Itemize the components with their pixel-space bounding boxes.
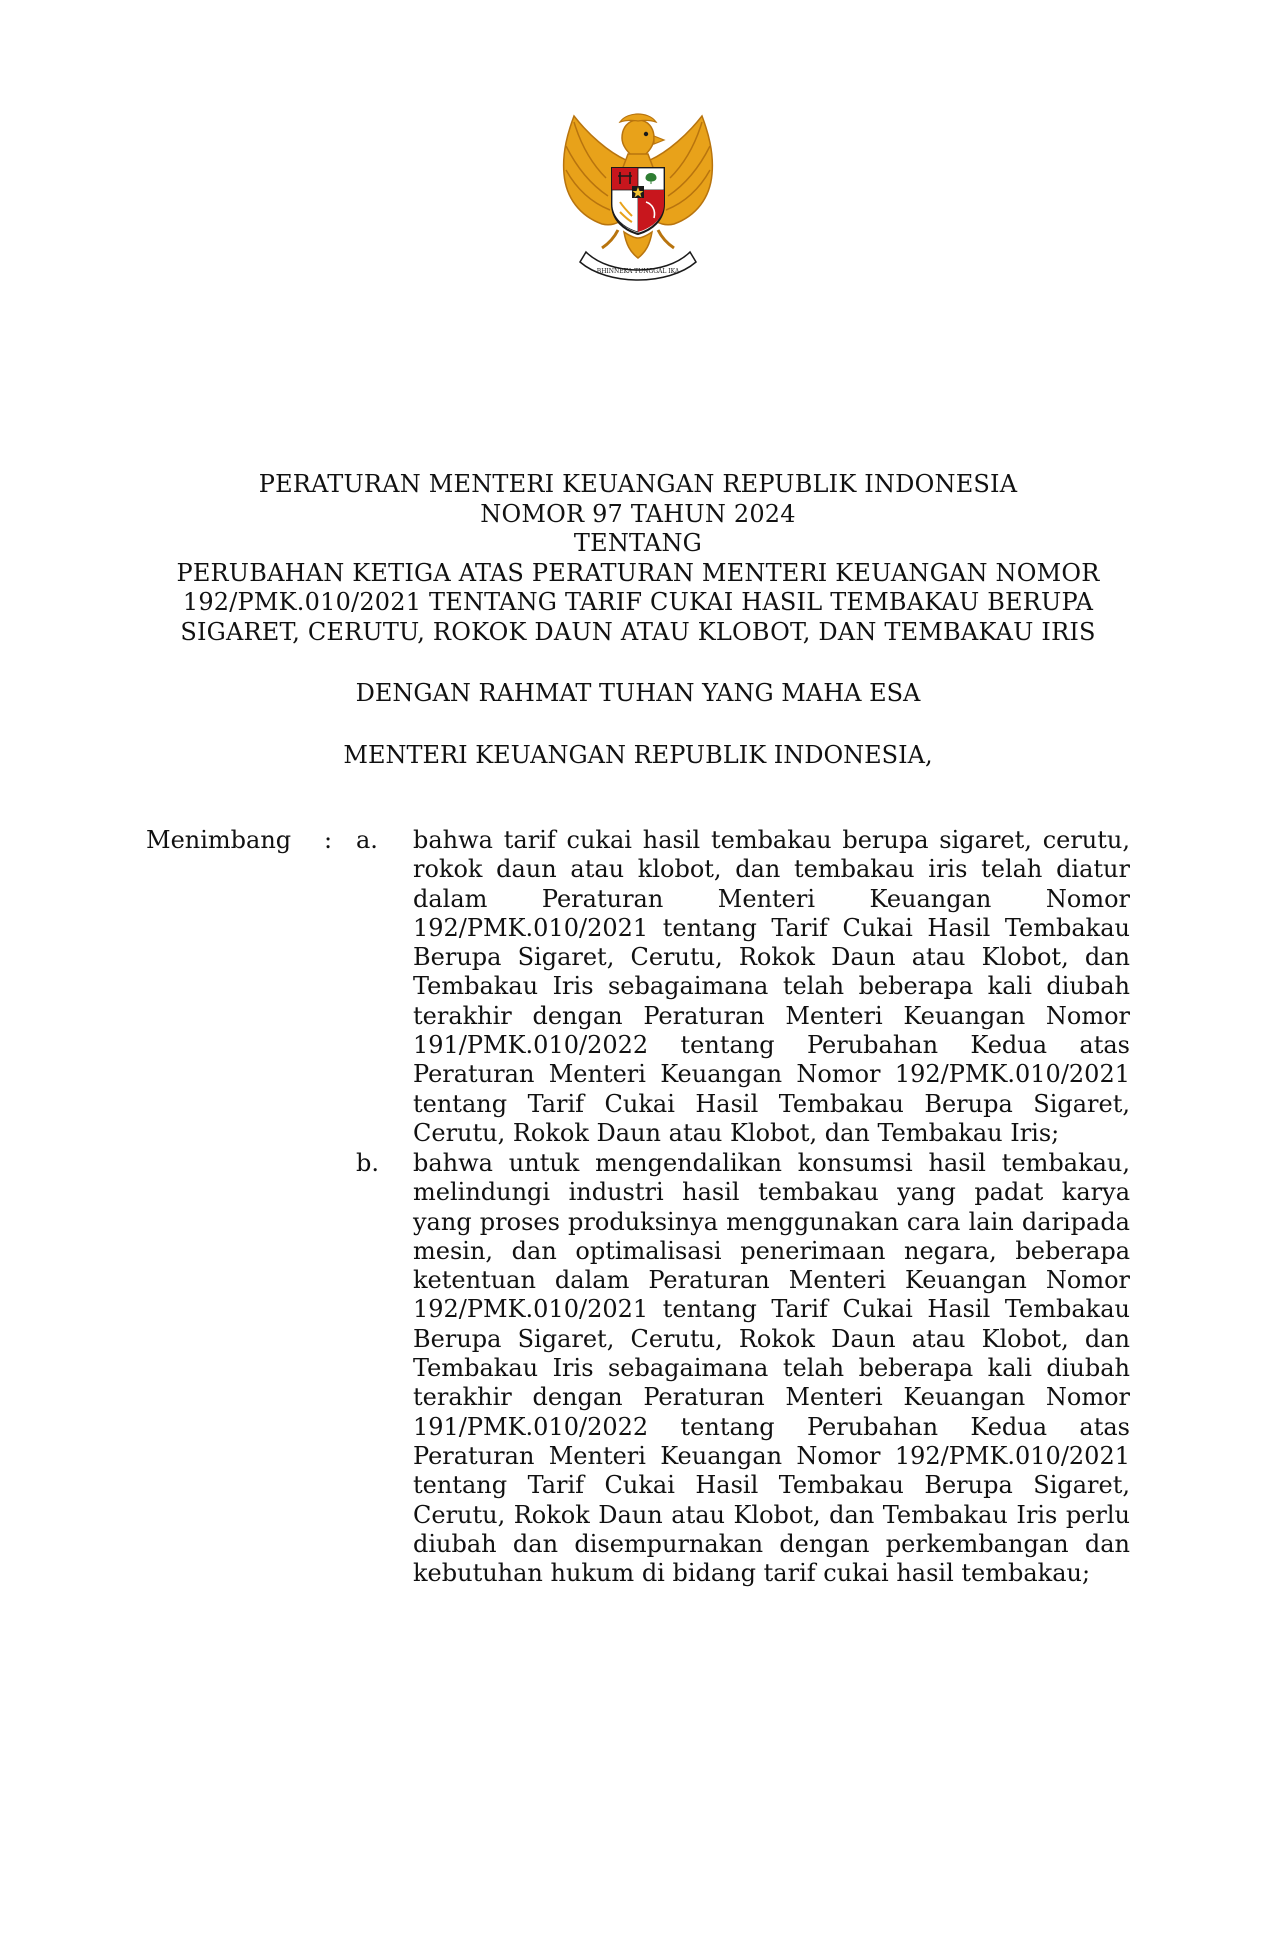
garuda-emblem-icon bbox=[558, 112, 718, 284]
title-line-1: PERATURAN MENTERI KEUANGAN REPUBLIK INDONESIA bbox=[258, 470, 1018, 498]
item-marker-b: b. bbox=[356, 1149, 379, 1177]
svg-text:BHINNEKA TUNGGAL IKA: BHINNEKA TUNGGAL IKA bbox=[596, 268, 680, 275]
considering-item-a: bahwa tarif cukai hasil tembakau berupa sigaret, cerutu, rokok daun atau klobot, dan tembakau iris telah diatur dalam Peraturan Menteri Keuangan Nomor 192/PMK.010/2021 tentang Tarif Cukai Hasil Tembakau Berupa Sigaret, Cerutu, Rokok Daun atau Klobot, dan Tembakau Iris sebagaimana telah beberapa kali diubah terakhir dengan Peraturan Menteri Keuangan Nomor 191/PMK.010/2022 tentang Perubahan Kedua atas Peraturan Menteri Keuangan Nomor 192/PMK.010/2021 tentang Tarif Cukai Hasil Tembakau Berupa Sigaret, Cerutu, Rokok Daun atau Klobot, dan Tembakau Iris; bbox=[413, 826, 1130, 1147]
issuer-line: MENTERI KEUANGAN REPUBLIK INDONESIA, bbox=[343, 741, 933, 769]
regulation-title bbox=[0, 470, 1276, 647]
subject-line-3: SIGARET, CERUTU, ROKOK DAUN ATAU KLOBOT, DAN TEMBAKAU IRIS bbox=[180, 617, 1096, 646]
title-line-3: TENTANG bbox=[573, 529, 703, 557]
item-marker-a: a. bbox=[356, 826, 378, 854]
considering-label: Menimbang bbox=[146, 826, 292, 854]
subject-line-1: PERUBAHAN KETIGA ATAS PERATURAN MENTERI KEUANGAN NOMOR bbox=[176, 558, 1100, 587]
blessing-line: DENGAN RAHMAT TUHAN YANG MAHA ESA bbox=[355, 679, 921, 707]
subject-line-2: 192/PMK.010/2021 TENTANG TARIF CUKAI HASIL TEMBAKAU BERUPA bbox=[182, 588, 1094, 616]
considering-colon: : bbox=[324, 826, 333, 854]
considering-item-b: bahwa untuk mengendalikan konsumsi hasil tembakau, melindungi industri hasil tembakau yang padat karya yang proses produksinya menggunakan cara lain daripada mesin, dan optimalisasi penerimaan negara, beberapa ketentuan dalam Peraturan Menteri Keuangan Nomor 192/PMK.010/2021 tentang Tarif Cukai Hasil Tembakau Berupa Sigaret, Cerutu, Rokok Daun atau Klobot, dan Tembakau Iris sebagaimana telah beberapa kali diubah terakhir dengan Peraturan Menteri Keuangan Nomor 191/PMK.010/2022 tentang Perubahan Kedua atas Peraturan Menteri Keuangan Nomor 192/PMK.010/2021 tentang Tarif Cukai Hasil Tembakau Berupa Sigaret, Cerutu, Rokok Daun atau Klobot, dan Tembakau Iris perlu diubah dan disempurnakan dengan perkembangan dan kebutuhan hukum di bidang tarif cukai hasil tembakau; bbox=[413, 1149, 1130, 1588]
title-line-2: NOMOR 97 TAHUN 2024 bbox=[480, 499, 796, 528]
